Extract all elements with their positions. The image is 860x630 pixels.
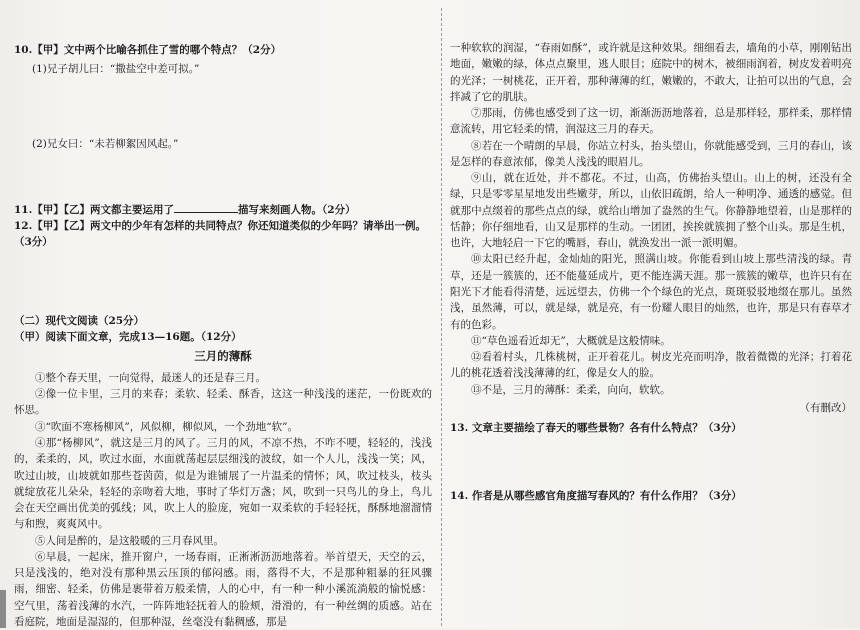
question-11 (14, 202, 432, 218)
article-title: 三月的薄酥 (194, 349, 252, 364)
answer-space (14, 152, 432, 202)
paragraph-5: ⑤人间是醉的，是这般暖的三月春风里。 (35, 534, 224, 547)
right-column (450, 40, 852, 505)
column-divider (441, 8, 442, 626)
fill-blank (174, 203, 238, 213)
paragraph-6-continued: 一种软软的润湿，“春雨如酥”，或许就是这种效果。细细看去，墙角的小草，刚刚钻出地面，嫩嫩的绿，体点点聚里，逃人眼目；庭院中的树木，被细雨润着，树皮发着明亮的光泽；一树桃花，正开着，那种薄薄的红，嫩嫩的，不敢大，让拍可以出的气息，会拌减了它的肌肤。 (450, 42, 852, 103)
reading-instructions: （甲）阅读下面文章，完成13—16题。（12分） (14, 330, 242, 343)
paragraph-2: ②像一位卡里，三月的来春；柔软、轻柔、酥香，这这一种浅浅的迷茫，一份既欢的怀思。 (14, 388, 432, 417)
source-note: （有删改） (799, 401, 852, 414)
question-11-text-start: 11.【甲】【乙】两文都主要运用了 (14, 203, 175, 216)
paragraph-7: ⑦那雨，仿佛也感受到了这一切，渐渐沥沥地落着，总是那样轻，那样柔，那样情意流转，用它轻柔的情，润湿这三月的春天。 (450, 107, 852, 136)
answer-space (450, 436, 852, 488)
paragraph-12: ⑫看着村头，几株桃树，正开着花儿。树皮光亮而明净，散着微微的光泽；打着花儿的桃花透着浅浅薄薄的红，像是女人的脸。 (450, 351, 852, 380)
scan-edge-mark (0, 590, 6, 628)
question-11-text-end: 描写来刻画人物。（2分） (238, 203, 356, 216)
paragraph-6: ⑥早晨，一起床，推开窗户，一场春雨，正淅淅沥沥地落着。举首望天，天空的云，只是浅浅的，绝对没有那种黑云压顶的郁闷感。雨，落得不大，不是那种粗暴的狂风骤雨，细密、轻柔，仿佛是裹带着万般柔情，人的心中，有一种一种小溪流淌般的愉悦感：空气里，荡着浅薄的水汽，一阵阵地轻抚着人的脸颊，滑滑的，有一种丝绸的质感。站在看庭院，地面是湿湿的，但那种湿，丝毫没有黏稠感，那是 (14, 550, 432, 628)
paragraph-3: ③“吹面不寒杨柳风”，风似柳，柳似风，一个劲地“软”。 (35, 420, 298, 433)
paragraph-11: ⑪“草色遥看近却无”，大概就是这般情味。 (471, 334, 671, 347)
question-10-part-1: (1)兄子胡儿曰：“撒盐空中差可拟。” (32, 63, 200, 76)
question-12: 12.【甲】【乙】两文中的少年有怎样的共同特点？你还知道类似的少年吗？请举出一例。（3分） (14, 220, 427, 249)
paragraph-10: ⑩太阳已经升起，金灿灿的阳光，照满山坡。你能看到山坡上那些清浅的绿。青草，还是一簇簇的，还不能蔓延成片，更不能连满天涯。那一簇簇的嫩草，也许只有在阳光下才能看得清楚，远远望去，仿佛一个个绿色的光点，斑斑驳驳地缀在那儿。虽然浅，虽然薄，可以，就是绿，就是亮，有一份耀人眼目的灿然，也许，那是只有春草才有的色彩。 (450, 253, 852, 331)
question-14: 14. 作者是从哪些感官角度描写春风的？有什么作用？（3分） (450, 490, 742, 503)
paragraph-9: ⑨山，就在近处，并不都花。不过，山高，仿佛抬头望山。山上的树，还没有全绿，只是零零星星地发出些嫩芽，所以，山依旧疏朗，给人一种明净、通透的感觉。但就那中点缀着的那些点点的绿，就给山增加了盎然的生气。你静静地望着，山是那样的恬静；你仔细地看，山又是那样的生动。一团团，挨挨就簇拥了整个山头。那是生机，也许，大地轻启一下它的嘴唇，春山，就涣发出一派一派明媚。 (450, 172, 852, 250)
answer-space (14, 78, 432, 136)
paragraph-13: ⑬不是，三月的薄酥：柔柔，向向，软软。 (471, 383, 671, 396)
section-heading: （二）现代文阅读（25分） (14, 314, 145, 327)
left-column (14, 42, 432, 630)
question-10-part-2: (2)兄女曰：“未若柳絮因风起。” (32, 137, 179, 150)
paragraph-4: ④那“杨柳风”，就这是三月的风了。三月的风，不凉不热，不咋不哽，轻轻的，浅浅的，柔柔的，风，吹过水面，水面就荡起层层细浅的波纹，如一个人儿，浅浅一笑；风，吹过山坡，山坡就如那些苍茵茵，似是为谁铺展了一片温柔的情怀；风，吹过枝头，枝头就绽放花儿朵朵，轻轻的亲吻着大地，事时了华灯万盏；风，吹到一只鸟儿的身上，鸟儿会在天空画出优美的弧线；风，吹上人的脸庞，宛如一双柔软的手轻轻抚，酥酥地溜溜情与和煦，爽爽风中。 (14, 437, 432, 531)
question-10: 10.【甲】文中两个比喻各抓住了雪的哪个特点？（2分） (14, 44, 282, 56)
paragraph-8: ⑧若在一个晴朗的早晨，你站立村头，抬头望山，你就能感受到，三月的春山，该是怎样的春意浓郁，像美人浅浅的眼眉儿。 (450, 139, 852, 168)
question-13: 13. 文章主要描绘了春天的哪些景物？各有什么特点？（3分） (450, 422, 742, 435)
paragraph-1: ①整个春天里，一向觉得，最迷人的还是春三月。 (35, 371, 266, 384)
answer-space (14, 251, 432, 313)
